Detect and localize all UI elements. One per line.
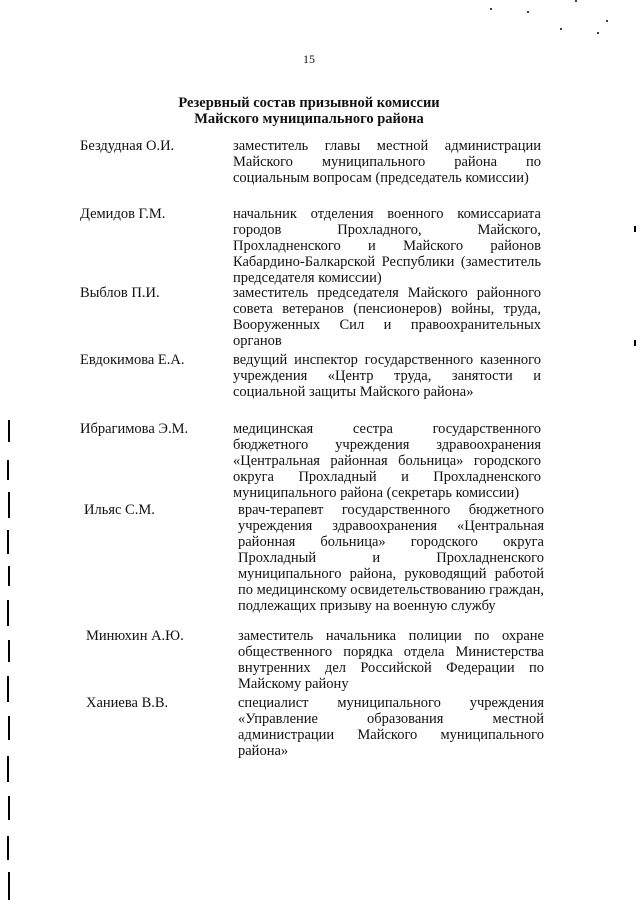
member-name: Демидов Г.М. [80, 206, 166, 222]
heading-line-1: Резервный состав призывной комиссии [178, 95, 440, 111]
member-name: Ханиева В.В. [86, 695, 169, 711]
member-name: Ильяс С.М. [84, 502, 155, 518]
member-name: Ибрагимова Э.М. [80, 421, 189, 437]
member-name: Евдокимова Е.А. [80, 352, 185, 368]
member-role: ведущий инспектор государственного казенного учреждения «Центр труда, занятости и социальной защиты Майского района» [233, 352, 541, 400]
member-role: начальник отделения военного комиссариата городов Прохладного, Майского, Прохладненского и Майского районов Кабардино-Балкарской Республики (заместитель председателя комиссии) [233, 206, 541, 286]
page-number: 15 [303, 52, 315, 66]
member-role: медицинская сестра государственного бюджетного учреждения здравоохранения «Центральная районная больница» городского округа Прохладный и Прохладненского муниципального района (секретарь комиссии) [233, 421, 541, 501]
member-name: Выблов П.И. [80, 285, 160, 301]
member-role: заместитель начальника полиции по охране общественного порядка отдела Министерства внутренних дел Российской Федерации по Майскому району [238, 628, 544, 692]
member-name: Минюхин А.Ю. [86, 628, 184, 644]
member-role: заместитель главы местной администрации Майского муниципального района по социальным вопросам (председатель комиссии) [233, 138, 541, 186]
member-role: врач-терапевт государственного бюджетного учреждения здравоохранения «Центральная районная больница» городского округа Прохладный и Прохладненского муниципального района, руководящий работой по медицинскому освидетельствованию граждан, подлежащих призыву на военную службу [238, 502, 545, 614]
member-role: заместитель председателя Майского районного совета ветеранов (пенсионеров) войны, труда, Вооруженных Сил и правоохранительных органов [233, 285, 541, 349]
member-name: Бездудная О.И. [80, 138, 175, 154]
member-role: специалист муниципального учреждения «Управление образования местной администрации Майского муниципального района» [238, 695, 544, 759]
document-heading [0, 95, 618, 127]
heading-line-2: Майского муниципального района [194, 111, 424, 127]
